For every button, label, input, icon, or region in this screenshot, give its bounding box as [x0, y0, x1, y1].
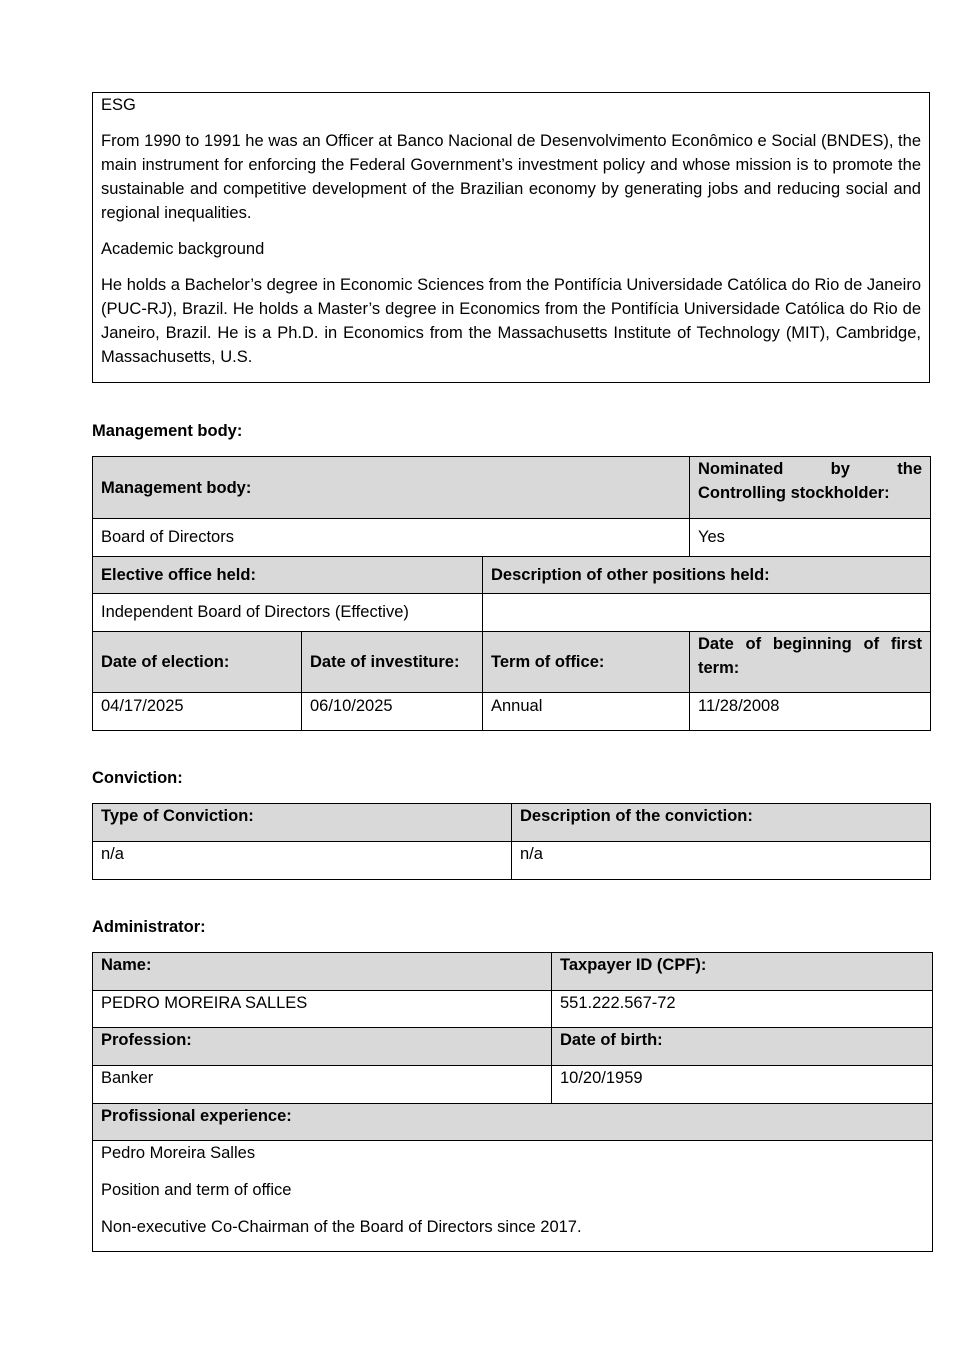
conviction-table [92, 803, 931, 880]
date-first-term-value: 11/28/2008 [690, 693, 931, 731]
date-election-header: Date of election: [93, 632, 302, 693]
conviction-type-value: n/a [93, 842, 512, 880]
intro-text-box [92, 92, 930, 383]
management-body-header: Management body: [93, 457, 690, 519]
academic-paragraph: He holds a Bachelor’s degree in Economic Sciences from the Pontifícia Universidade Católica do Rio de Janeiro (PUC-RJ), Brazil. He holds a Master’s degree in Economics from the Pontifícia Universidade Católica do Rio de Janeiro, Brazil. He is a Ph.D. in Economics from the Massachusetts Institute of Technology (MIT), Cambridge, Massachusetts, U.S. [101, 276, 921, 366]
elective-office-value: Independent Board of Directors (Effective) [93, 594, 483, 632]
conviction-description-value: n/a [512, 842, 931, 880]
other-positions-header: Description of other positions held: [483, 557, 931, 594]
experience-person-name: Pedro Moreira Salles [101, 1144, 256, 1162]
birth-value: 10/20/1959 [552, 1066, 933, 1104]
term-office-value: Annual [483, 693, 690, 731]
experience-subheading: Position and term of office [101, 1181, 292, 1199]
nominated-header [690, 457, 931, 519]
profession-header: Profession: [93, 1028, 552, 1066]
name-header: Name: [93, 953, 552, 991]
date-first-term-header [690, 632, 931, 693]
cpf-value: 551.222.567-72 [552, 991, 933, 1028]
date-first-term-header-line2: term: [698, 659, 740, 677]
management-section-label: Management body: [92, 422, 243, 440]
experience-text: Non-executive Co-Chairman of the Board of Directors since 2017. [101, 1218, 582, 1236]
conviction-description-header: Description of the conviction: [512, 804, 931, 842]
academic-heading: Academic background [101, 240, 265, 258]
esg-paragraph: From 1990 to 1991 he was an Officer at Banco Nacional de Desenvolvimento Econômico e Social (BNDES), the main instrument for enforcing the Federal Government’s investment policy and whose mission is to promote the sustainable and competitive development of the Brazilian economy by generating jobs and reducing social and regional inequalities. [101, 132, 921, 222]
conviction-section-label: Conviction: [92, 769, 183, 787]
conviction-type-header: Type of Conviction: [93, 804, 512, 842]
other-positions-value [483, 594, 931, 632]
nominated-value: Yes [690, 519, 931, 557]
date-first-term-header-line1: Date of beginning of first [698, 635, 923, 653]
nominated-header-line1: Nominated by the [698, 460, 923, 478]
experience-header: Profissional experience: [93, 1104, 933, 1141]
date-investiture-header: Date of investiture: [302, 632, 483, 693]
cpf-header: Taxpayer ID (CPF): [552, 953, 933, 991]
esg-heading: ESG [101, 96, 136, 114]
term-office-header: Term of office: [483, 632, 690, 693]
management-body-value: Board of Directors [93, 519, 690, 557]
elective-office-header: Elective office held: [93, 557, 483, 594]
nominated-header-line2: Controlling stockholder: [698, 484, 890, 502]
administrator-section-label: Administrator: [92, 918, 206, 936]
profession-value: Banker [93, 1066, 552, 1104]
date-investiture-value: 06/10/2025 [302, 693, 483, 731]
management-table [92, 456, 931, 731]
birth-header: Date of birth: [552, 1028, 933, 1066]
administrator-table [92, 952, 933, 1252]
experience-body [93, 1141, 933, 1252]
date-election-value: 04/17/2025 [93, 693, 302, 731]
name-value: PEDRO MOREIRA SALLES [93, 991, 552, 1028]
